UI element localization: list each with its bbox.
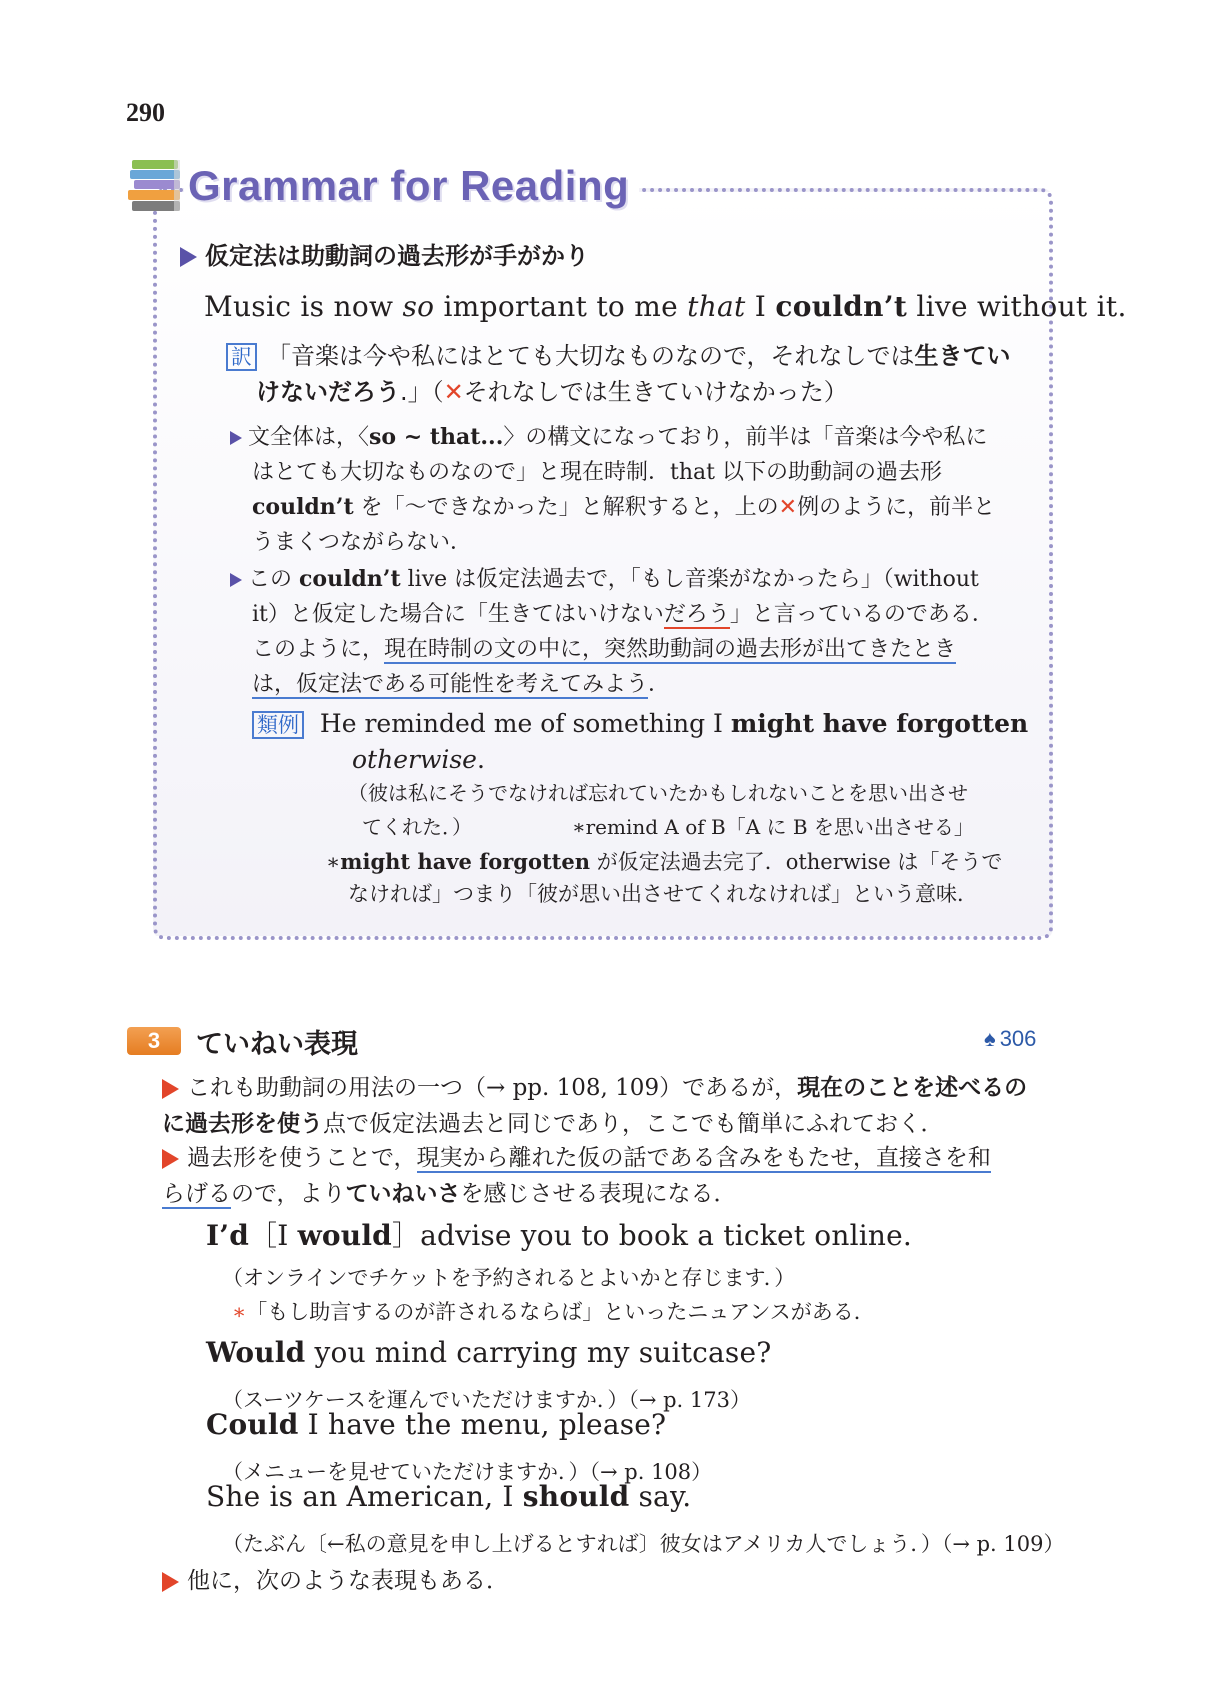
example-4: She is an American, I should say.: [206, 1480, 692, 1513]
spade-icon: ♠: [984, 1026, 996, 1051]
example-2-translation: （スーツケースを運んでいただけますか．）（→ p. 173）: [222, 1388, 751, 1412]
note-1: 文全体は，〈so ~ that...〉の構文になっており，前半は「音楽は今や私に はとても大切なものなので」と現在時制．that 以下の助動詞の過去形 couldn’t を「～できなかった」と解釈すると，上の✕例のように，前半と うまくつながらない．: [230, 420, 1030, 560]
ruirei-translation: （彼は私にそうでなければ忘れていたかもしれないことを思い出させ てくれた．） ∗remind A of B「A に B を思い出させる」: [348, 781, 974, 839]
cross-icon: ✕: [443, 378, 464, 406]
section-title: ていねい表現: [196, 1029, 358, 1060]
section-number-badge: 3: [127, 1027, 181, 1055]
page-number: 290: [126, 98, 165, 127]
ruirei-label: 類例: [252, 711, 304, 739]
triangle-icon: [180, 247, 197, 267]
example-1-translation: （オンラインでチケットを予約されるとよいかと存じます．）: [222, 1266, 796, 1290]
paragraph-1: これも助動詞の用法の一つ（→ pp. 108, 109）であるが，現在のことを述べるの に過去形を使う点で仮定法過去と同じであり，ここでも簡単にふれておく．: [162, 1075, 1028, 1137]
triangle-icon: [230, 573, 242, 587]
example-2: Would you mind carrying my suitcase?: [206, 1336, 772, 1369]
section-ref: ♠ 306: [984, 1026, 1037, 1051]
note-2: この couldn’t live は仮定法過去で，「もし音楽がなかったら」（without it）と仮定した場合に「生きてはいけないだろう」と言っているのである． このように，現在時制の文の中に，突然助動詞の過去形が出てきたとき は，仮定法である可能性を考えてみよう．: [230, 562, 1030, 702]
yaku-label: 訳: [226, 343, 257, 371]
example-4-translation: （たぶん〔←私の意見を申し上げるとすれば〕彼女はアメリカ人でしょう．）（→ p. 109）: [222, 1532, 1065, 1556]
books-icon: [128, 158, 190, 214]
grammar-title: Grammar for Reading: [184, 162, 639, 210]
translation: 訳 「音楽は今や私にはとても大切なものなので，それなしでは生きてい けないだろう.」（✕それなしでは生きていけなかった）: [226, 338, 1026, 410]
triangle-icon: [162, 1149, 179, 1169]
example-sentence: Music is now so important to me that I couldn’t live without it.: [204, 290, 1127, 323]
grammar-heading: 仮定法は助動詞の過去形が手がかり: [180, 236, 589, 271]
last-paragraph: 他に，次のような表現もある．: [162, 1562, 509, 1595]
triangle-icon: [230, 431, 242, 445]
ruirei-note: ∗might have forgotten が仮定法過去完了．otherwise は「そうで なければ」つまり「彼が思い出させてくれなければ」という意味．: [326, 849, 1003, 906]
example-3: Could I have the menu, please?: [206, 1408, 667, 1441]
example-1: I’d［I would］advise you to book a ticket online.: [206, 1219, 912, 1252]
example-3-translation: （メニューを見せていただけますか．）（→ p. 108）: [222, 1460, 713, 1484]
triangle-icon: [162, 1079, 179, 1099]
example-1-note: ∗「もし助言するのが許されるならば」といったニュアンスがある．: [232, 1300, 875, 1324]
ruirei-example: 類例 He reminded me of something I might have forgotten otherwise.: [252, 706, 1032, 778]
triangle-icon: [162, 1572, 179, 1592]
paragraph-2: 過去形を使うことで，現実から離れた仮の話である含みをもたせ，直接さを和 らげるので，よりていねいさを感じさせる表現になる．: [162, 1145, 991, 1207]
